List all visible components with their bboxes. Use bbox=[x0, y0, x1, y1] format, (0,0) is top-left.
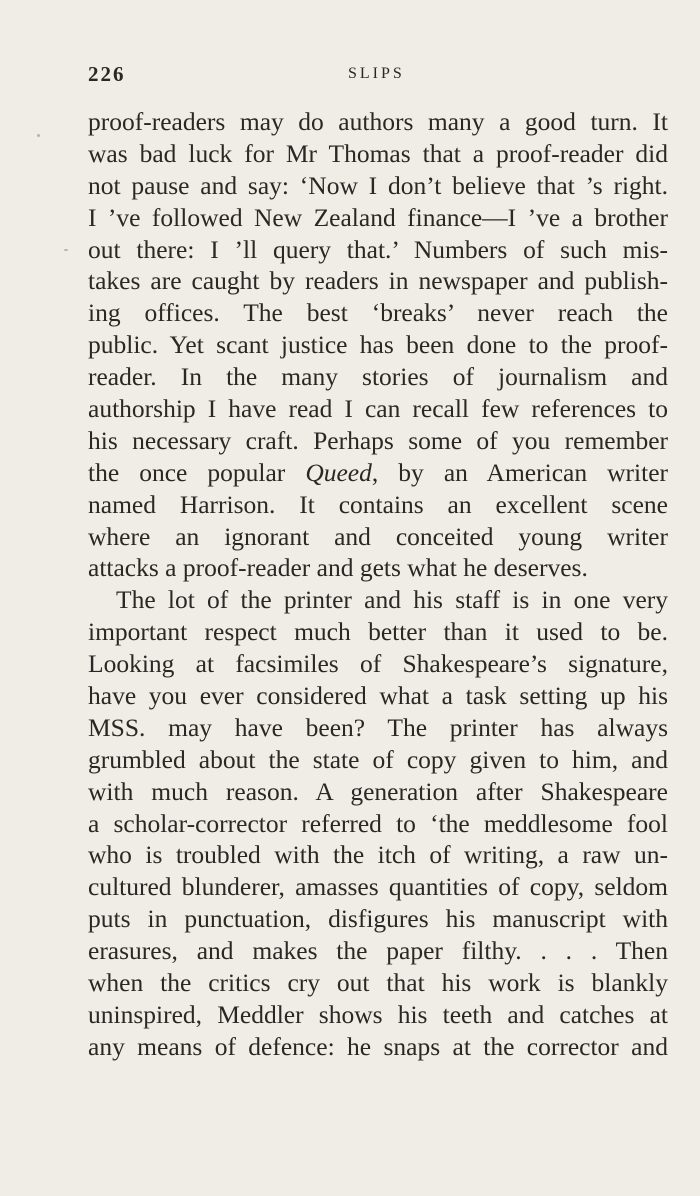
text-line: erasures, and makes the paper filthy. . . . Then bbox=[88, 936, 668, 966]
text-line: proof-readers may do authors many a good turn. It bbox=[88, 107, 668, 136]
text-line: takes are caught by readers in newspaper and publish- bbox=[88, 266, 668, 296]
text-line: attacks a proof-reader and gets what he deserves. bbox=[88, 553, 588, 583]
book-title-queed: Queed bbox=[305, 457, 372, 487]
text-line: ing offices. The best ‘breaks’ never reach the bbox=[88, 298, 668, 328]
text-segment: the once popular bbox=[88, 457, 286, 487]
text-line: when the critics cry out that his work is blankly bbox=[88, 968, 668, 998]
text-line: who is troubled with the itch of writing, a raw un- bbox=[88, 840, 668, 870]
paper-speck bbox=[37, 134, 40, 137]
text-line: I ’ve followed New Zealand finance—I ’ve a brother bbox=[88, 202, 668, 232]
text-line: public. Yet scant justice has been done to the proof- bbox=[88, 330, 668, 360]
text-line: his necessary craft. Perhaps some of you remember bbox=[88, 425, 668, 455]
text-line: MSS. may have been? The printer has always bbox=[88, 712, 668, 742]
body-text bbox=[88, 106, 668, 1063]
text-segment: , by an American writer bbox=[371, 457, 669, 487]
text-line: puts in punctuation, disfigures his manuscript with bbox=[88, 904, 668, 934]
text-line: Looking at facsimiles of Shakespeare’s signature, bbox=[88, 649, 668, 679]
text-line: a scholar-corrector referred to ‘the meddlesome fool bbox=[88, 808, 668, 838]
text-line: out there: I ’ll query that.’ Numbers of such mis- bbox=[88, 234, 668, 264]
text-line: cultured blunderer, amasses quantities of copy, seldom bbox=[88, 872, 668, 902]
text-line: authorship I have read I can recall few references to bbox=[88, 394, 668, 424]
running-head: SLIPS bbox=[348, 65, 405, 82]
text-line-with-title bbox=[88, 457, 668, 489]
text-line: where an ignorant and conceited young writer bbox=[88, 521, 668, 551]
text-line: with much reason. A generation after Shakespeare bbox=[88, 776, 668, 806]
text-line: have you ever considered what a task setting up his bbox=[88, 681, 668, 711]
text-line: grumbled about the state of copy given to him, and bbox=[88, 744, 668, 774]
text-line: named Harrison. It contains an excellent scene bbox=[88, 489, 668, 519]
page-number: 226 bbox=[88, 62, 126, 86]
text-line: not pause and say: ‘Now I don’t believe that ’s right. bbox=[88, 170, 668, 200]
text-line: any means of defence: he snaps at the corrector and bbox=[88, 1031, 668, 1061]
text-line: reader. In the many stories of journalism and bbox=[88, 362, 668, 392]
text-line: was bad luck for Mr Thomas that a proof-reader did bbox=[88, 138, 668, 168]
paragraph-first-line: The lot of the printer and his staff is in one very bbox=[116, 585, 668, 615]
text-line: important respect much better than it used to be. bbox=[88, 617, 668, 647]
text-line: uninspired, Meddler shows his teeth and catches at bbox=[88, 999, 668, 1029]
paper-speck bbox=[64, 249, 68, 251]
page-header bbox=[88, 62, 668, 92]
